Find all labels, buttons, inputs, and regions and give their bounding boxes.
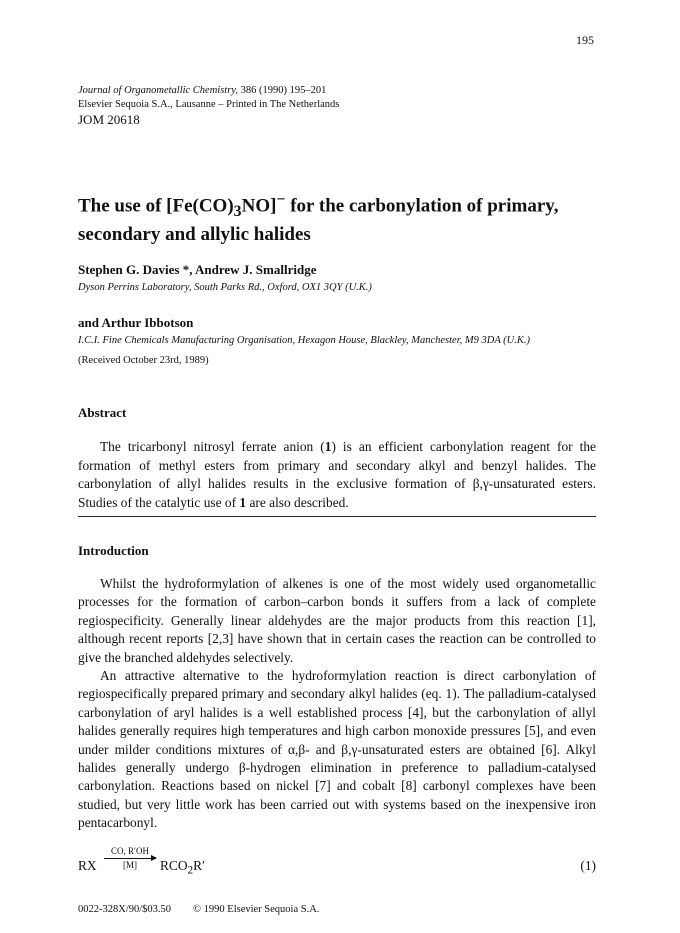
title-part: The use of [Fe(CO) bbox=[78, 195, 234, 217]
jom-code: JOM 20618 bbox=[78, 112, 140, 127]
copyright: © 1990 Elsevier Sequoia S.A. bbox=[193, 904, 320, 915]
product-part: R′ bbox=[193, 858, 205, 873]
introduction-body bbox=[78, 575, 596, 833]
product-part: RCO bbox=[160, 858, 188, 873]
title-subscript: 3 bbox=[233, 203, 242, 221]
intro-paragraph-2: An attractive alternative to the hydroformylation reaction is direct carbonylation of regiospecifically prepared primary and secondary alkyl halides (eq. 1). The palladium-catalysed carbonylation of aryl halides is a well established process [4], but the carbonylation of allyl halides generally requires high temperatures and high carbon monoxide pressures [5], and even under milder conditions mixtures of α,β- and β,γ-unsaturated esters are obtained [6]. Alkyl halides generally undergo β-hydrogen elimination in preference to palladium-catalysed carbonylation. Reactions based on nickel [7] and cobalt [8] carbonyl complexes have been studied, but very little work has been carried out with systems based on the inexpensive iron pentacarbonyl. bbox=[78, 668, 596, 831]
introduction-heading: Introduction bbox=[78, 543, 149, 558]
equation-1 bbox=[78, 846, 596, 880]
journal-info bbox=[78, 84, 339, 112]
equation-number: (1) bbox=[580, 858, 596, 873]
page-number: 195 bbox=[576, 33, 594, 47]
compound-number: 1 bbox=[239, 494, 247, 510]
authors-line-1: Stephen G. Davies *, Andrew J. Smallridge bbox=[78, 262, 317, 277]
abstract-text: are also described. bbox=[246, 494, 349, 510]
publisher-line: Elsevier Sequoia S.A., Lausanne – Printed in The Netherlands bbox=[78, 99, 340, 110]
journal-name: Journal of Organometallic Chemistry, bbox=[78, 85, 239, 96]
issn-code: 0022-328X/90/$03.50 bbox=[78, 904, 172, 915]
arrow-line bbox=[104, 858, 156, 859]
journal-volume: 386 (1990) 195–201 bbox=[238, 85, 327, 96]
intro-paragraph-1: Whilst the hydroformylation of alkenes is one of the most widely used organometallic processes for the formation of carbon–carbon bonds it suffers from a lack of complete regiospecificity. Generally linear aldehydes are the major products from this reaction [1], although recent reports [2,3] have shown that in certain cases the reaction can be controlled to give the branched aldehydes selectively. bbox=[78, 576, 596, 665]
title-part: NO] bbox=[241, 195, 277, 217]
article-title bbox=[78, 188, 598, 246]
abstract-body bbox=[78, 438, 596, 512]
reaction-arrow bbox=[104, 846, 156, 871]
equation-product bbox=[160, 858, 205, 877]
affiliation-2: I.C.I. Fine Chemicals Manufacturing Organisation, Hexagon House, Blackley, Manchester, M9 3DA (U.K.) bbox=[78, 335, 531, 346]
title-superscript: − bbox=[276, 191, 286, 208]
equation-reactant: RX bbox=[78, 858, 97, 873]
title-part: for the carbonylation of primary, secondary and allylic halides bbox=[78, 195, 559, 246]
product-subscript: 2 bbox=[187, 864, 194, 877]
arrow-catalyst: [M] bbox=[123, 860, 137, 870]
page-footer bbox=[78, 904, 319, 915]
arrow-reagents: CO, R′OH bbox=[111, 846, 149, 856]
affiliation-1: Dyson Perrins Laboratory, South Parks Rd., Oxford, OX1 3QY (U.K.) bbox=[78, 282, 372, 293]
compound-number: 1 bbox=[324, 439, 332, 454]
abstract-heading: Abstract bbox=[78, 405, 127, 420]
journal-citation bbox=[78, 84, 339, 98]
received-date: (Received October 23rd, 1989) bbox=[78, 355, 209, 366]
section-divider bbox=[78, 516, 596, 517]
abstract-text: ) is an efficient carbonylation reagent for the formation of methyl esters from primary and secondary alkyl and benzyl halides. The carbonylation of allyl halides results in the exclusive formation of β,γ-unsaturated esters. Studies of the catalytic use of bbox=[78, 439, 597, 510]
abstract-text: The tricarbonyl nitrosyl ferrate anion ( bbox=[100, 439, 325, 454]
authors-line-2: and Arthur Ibbotson bbox=[78, 315, 194, 330]
